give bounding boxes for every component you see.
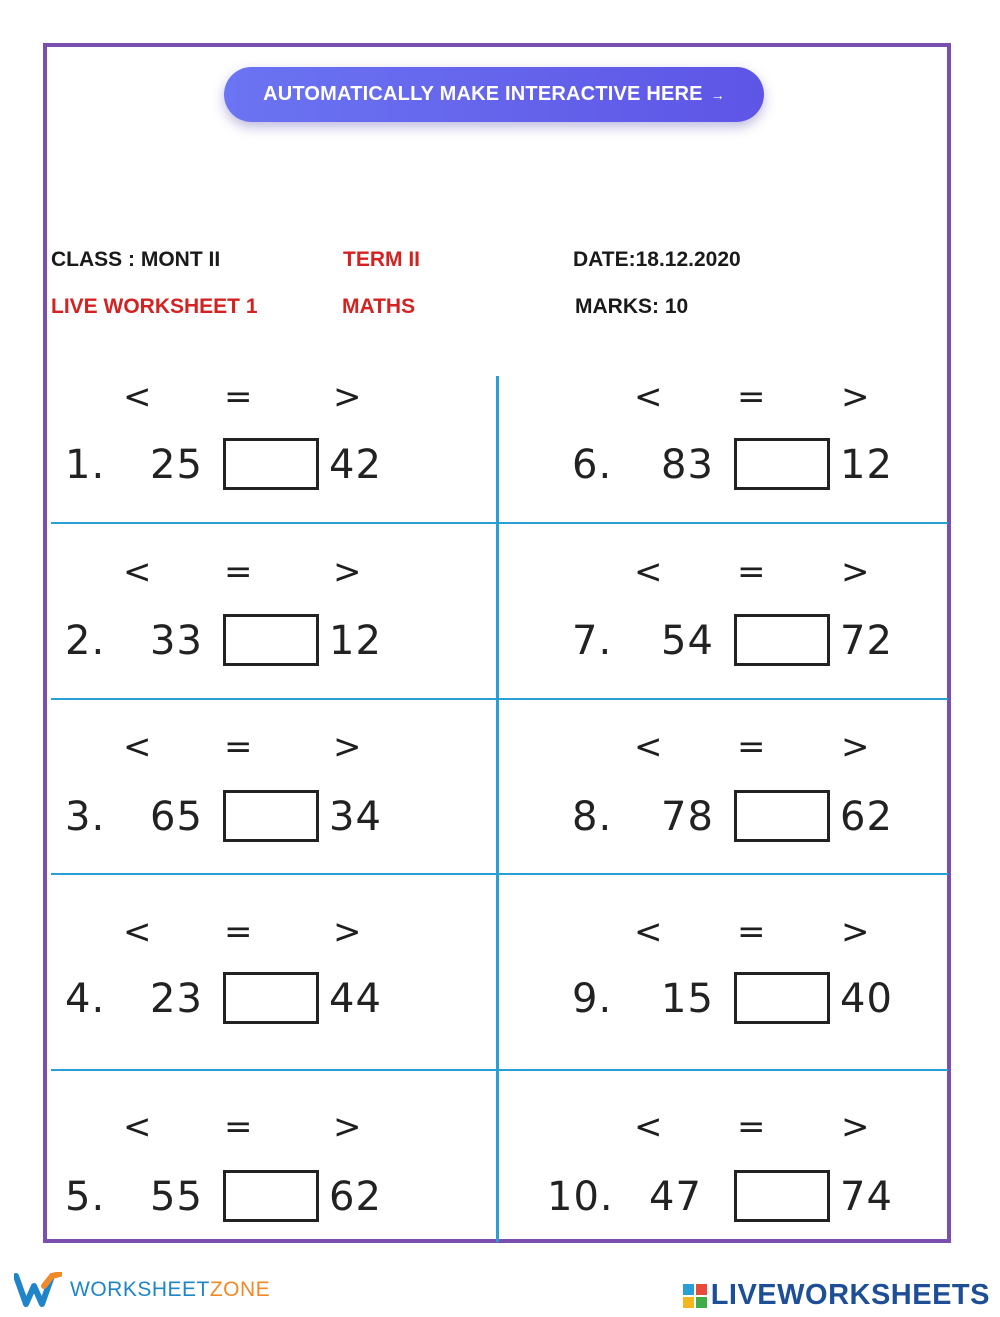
equals-symbol[interactable]: = [737, 377, 766, 417]
equals-symbol[interactable]: = [737, 727, 766, 767]
answer-box[interactable] [734, 790, 830, 842]
left-operand: 47 [649, 1174, 702, 1220]
equals-symbol[interactable]: = [224, 377, 253, 417]
answer-box[interactable] [734, 438, 830, 490]
make-interactive-label: AUTOMATICALLY MAKE INTERACTIVE HERE [263, 83, 703, 105]
greater-than-symbol[interactable]: > [841, 552, 870, 592]
less-than-symbol[interactable]: < [123, 727, 152, 767]
less-than-symbol[interactable]: < [634, 377, 663, 417]
equals-symbol[interactable]: = [737, 1107, 766, 1147]
arrow-right-icon: → [710, 86, 725, 103]
right-operand: 72 [840, 618, 893, 664]
less-than-symbol[interactable]: < [634, 912, 663, 952]
left-operand: 23 [150, 976, 203, 1022]
answer-box[interactable] [223, 438, 319, 490]
right-operand: 74 [840, 1174, 893, 1220]
greater-than-symbol[interactable]: > [333, 377, 362, 417]
liveworksheets-text: LIVEWORKSHEETS [710, 1279, 990, 1311]
left-operand: 33 [150, 618, 203, 664]
subject-label: MATHS [342, 295, 416, 318]
row-divider [51, 698, 948, 700]
less-than-symbol[interactable]: < [123, 377, 152, 417]
question-number: 1. [65, 442, 106, 488]
liveworksheets-brand [683, 1279, 990, 1312]
column-divider [496, 376, 499, 1242]
row-divider [51, 873, 948, 875]
worksheetzone-brand [14, 1272, 270, 1308]
greater-than-symbol[interactable]: > [841, 1107, 870, 1147]
less-than-symbol[interactable]: < [634, 727, 663, 767]
left-operand: 25 [150, 442, 203, 488]
equals-symbol[interactable]: = [224, 1107, 253, 1147]
equals-symbol[interactable]: = [737, 552, 766, 592]
less-than-symbol[interactable]: < [123, 1107, 152, 1147]
left-operand: 78 [661, 794, 714, 840]
class-label: CLASS : MONT II [51, 248, 221, 271]
question-number: 4. [65, 976, 106, 1022]
question-number: 5. [65, 1174, 106, 1220]
less-than-symbol[interactable]: < [123, 552, 152, 592]
greater-than-symbol[interactable]: > [333, 727, 362, 767]
greater-than-symbol[interactable]: > [333, 552, 362, 592]
right-operand: 44 [329, 976, 382, 1022]
row-divider [51, 522, 948, 524]
greater-than-symbol[interactable]: > [333, 1107, 362, 1147]
row-divider [51, 1069, 948, 1071]
answer-box[interactable] [223, 614, 319, 666]
right-operand: 40 [840, 976, 893, 1022]
equals-symbol[interactable]: = [224, 912, 253, 952]
answer-box[interactable] [223, 1170, 319, 1222]
answer-box[interactable] [734, 1170, 830, 1222]
make-interactive-button[interactable] [224, 67, 764, 122]
marks-label: MARKS: 10 [575, 295, 689, 318]
right-operand: 62 [329, 1174, 382, 1220]
greater-than-symbol[interactable]: > [841, 377, 870, 417]
question-number: 2. [65, 618, 106, 664]
left-operand: 83 [661, 442, 714, 488]
question-number: 9. [572, 976, 613, 1022]
question-number: 6. [572, 442, 613, 488]
right-operand: 34 [329, 794, 382, 840]
greater-than-symbol[interactable]: > [841, 912, 870, 952]
liveworksheets-logo-icon [683, 1284, 707, 1308]
term-label: TERM II [343, 248, 420, 271]
equals-symbol[interactable]: = [224, 552, 253, 592]
worksheetzone-text-a: WORKSHEET [70, 1278, 210, 1301]
question-number: 8. [572, 794, 613, 840]
right-operand: 62 [840, 794, 893, 840]
answer-box[interactable] [223, 972, 319, 1024]
right-operand: 12 [840, 442, 893, 488]
answer-box[interactable] [223, 790, 319, 842]
right-operand: 12 [329, 618, 382, 664]
left-operand: 65 [150, 794, 203, 840]
left-operand: 55 [150, 1174, 203, 1220]
greater-than-symbol[interactable]: > [333, 912, 362, 952]
question-number: 3. [65, 794, 106, 840]
answer-box[interactable] [734, 614, 830, 666]
left-operand: 54 [661, 618, 714, 664]
answer-box[interactable] [734, 972, 830, 1024]
less-than-symbol[interactable]: < [634, 552, 663, 592]
equals-symbol[interactable]: = [737, 912, 766, 952]
worksheetzone-text-b: ZONE [209, 1278, 271, 1301]
less-than-symbol[interactable]: < [123, 912, 152, 952]
worksheetzone-logo-icon [14, 1272, 62, 1308]
equals-symbol[interactable]: = [224, 727, 253, 767]
right-operand: 42 [329, 442, 382, 488]
less-than-symbol[interactable]: < [634, 1107, 663, 1147]
question-number: 7. [572, 618, 613, 664]
greater-than-symbol[interactable]: > [841, 727, 870, 767]
left-operand: 15 [661, 976, 714, 1022]
date-label: DATE:18.12.2020 [573, 248, 741, 271]
worksheet-title: LIVE WORKSHEET 1 [51, 295, 258, 318]
question-number: 10. [547, 1174, 614, 1220]
